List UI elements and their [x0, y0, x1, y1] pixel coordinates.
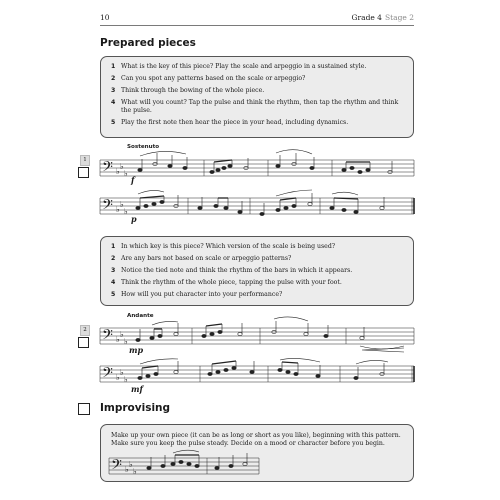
tick-box-icon[interactable] [78, 403, 90, 415]
svg-text:♭: ♭ [124, 169, 128, 178]
questions-box-1 [100, 56, 414, 138]
svg-text:♭: ♭ [120, 368, 124, 377]
music-staff-piece1 [100, 150, 416, 230]
svg-text:𝄢: 𝄢 [111, 457, 122, 477]
key-signature-flats [116, 162, 128, 216]
header-rule [100, 25, 414, 26]
tempo-marking: Sostenuto [127, 144, 160, 150]
questions-box-2 [100, 236, 414, 306]
improvising-box [100, 424, 414, 482]
dynamic-marking: p [131, 214, 137, 224]
svg-text:♭: ♭ [120, 200, 124, 209]
svg-text:♭: ♭ [133, 467, 137, 476]
svg-text:♭: ♭ [116, 335, 120, 344]
running-header [352, 13, 414, 22]
question-item: 4 Think the rhythm of the whole piece, tapping the pulse with your foot. [111, 278, 342, 286]
tick-box-icon[interactable] [78, 167, 89, 178]
dynamic-marking: f [131, 175, 135, 185]
section-title-improvising: Improvising [100, 402, 171, 414]
slurs [138, 150, 358, 196]
question-item: 1 What is the key of this piece? Play the scale and arpeggio in a sustained style. [111, 63, 367, 70]
svg-text:♭: ♭ [116, 205, 120, 214]
svg-text:♭: ♭ [116, 373, 120, 382]
svg-text:𝄢: 𝄢 [102, 365, 113, 385]
question-item: 3 Notice the tied note and think the rhythm of the bars in which it appears. [111, 266, 353, 274]
bass-clef-icon [102, 159, 113, 217]
tick-box-icon[interactable] [78, 337, 89, 348]
dynamic-marking: mf [131, 384, 143, 394]
svg-text:♭: ♭ [125, 465, 129, 474]
tempo-marking: Andante [127, 313, 154, 319]
bass-clef-icon [102, 327, 113, 385]
svg-text:♭: ♭ [116, 167, 120, 176]
question-item: 2 Are any bars not based on scale or arpeggio patterns? [111, 254, 292, 262]
svg-text:♭: ♭ [129, 460, 133, 469]
page-number: 10 [100, 13, 110, 22]
question-item: 5 Play the first note then hear the piece in your head, including dynamics. [111, 118, 349, 126]
svg-text:♭: ♭ [124, 337, 128, 346]
question-item: 5 How will you put character into your performance? [111, 290, 283, 298]
notes [147, 453, 247, 470]
section-title-prepared: Prepared pieces [100, 37, 196, 49]
svg-text:♭: ♭ [120, 162, 124, 171]
music-staff-piece2 [100, 318, 416, 398]
piece-number-tag: 1 [80, 155, 90, 166]
question-item: 3 Think through the bowing of the whole piece. [111, 86, 265, 94]
question-item: 4 What will you count? Tap the pulse and think the rhythm, then tap the rhythm and think the pulse. [111, 98, 399, 114]
svg-text:♭: ♭ [124, 207, 128, 216]
questions-list-2 [111, 243, 403, 299]
dynamic-marking: mp [129, 345, 144, 355]
improvising-pattern-staff [109, 452, 289, 476]
key-signature-flats [125, 460, 137, 476]
questions-list-1 [111, 63, 403, 127]
key-signature-flats [116, 330, 128, 384]
question-item: 2 Can you spot any patterns based on the scale or arpeggio? [111, 74, 306, 82]
piece-number-tag: 2 [80, 325, 90, 336]
improvising-instructions: Make up your own piece (it can be as long or short as you like), beginning with this pattern. Make sure you keep the pulse steady. Decide on a mood or character before you begin. [111, 432, 401, 447]
staff-system [100, 328, 414, 382]
question-item: 1 In which key is this piece? Which version of the scale is being used? [111, 243, 336, 250]
bass-clef-icon [111, 457, 122, 477]
grade-label: Grade 4 [351, 13, 382, 22]
slurs [140, 317, 404, 364]
svg-text:𝄢: 𝄢 [102, 327, 113, 347]
svg-text:♭: ♭ [124, 375, 128, 384]
stage-label: Stage 2 [384, 13, 414, 22]
svg-text:𝄢: 𝄢 [102, 197, 113, 217]
svg-text:♭: ♭ [120, 330, 124, 339]
svg-text:𝄢: 𝄢 [102, 159, 113, 179]
